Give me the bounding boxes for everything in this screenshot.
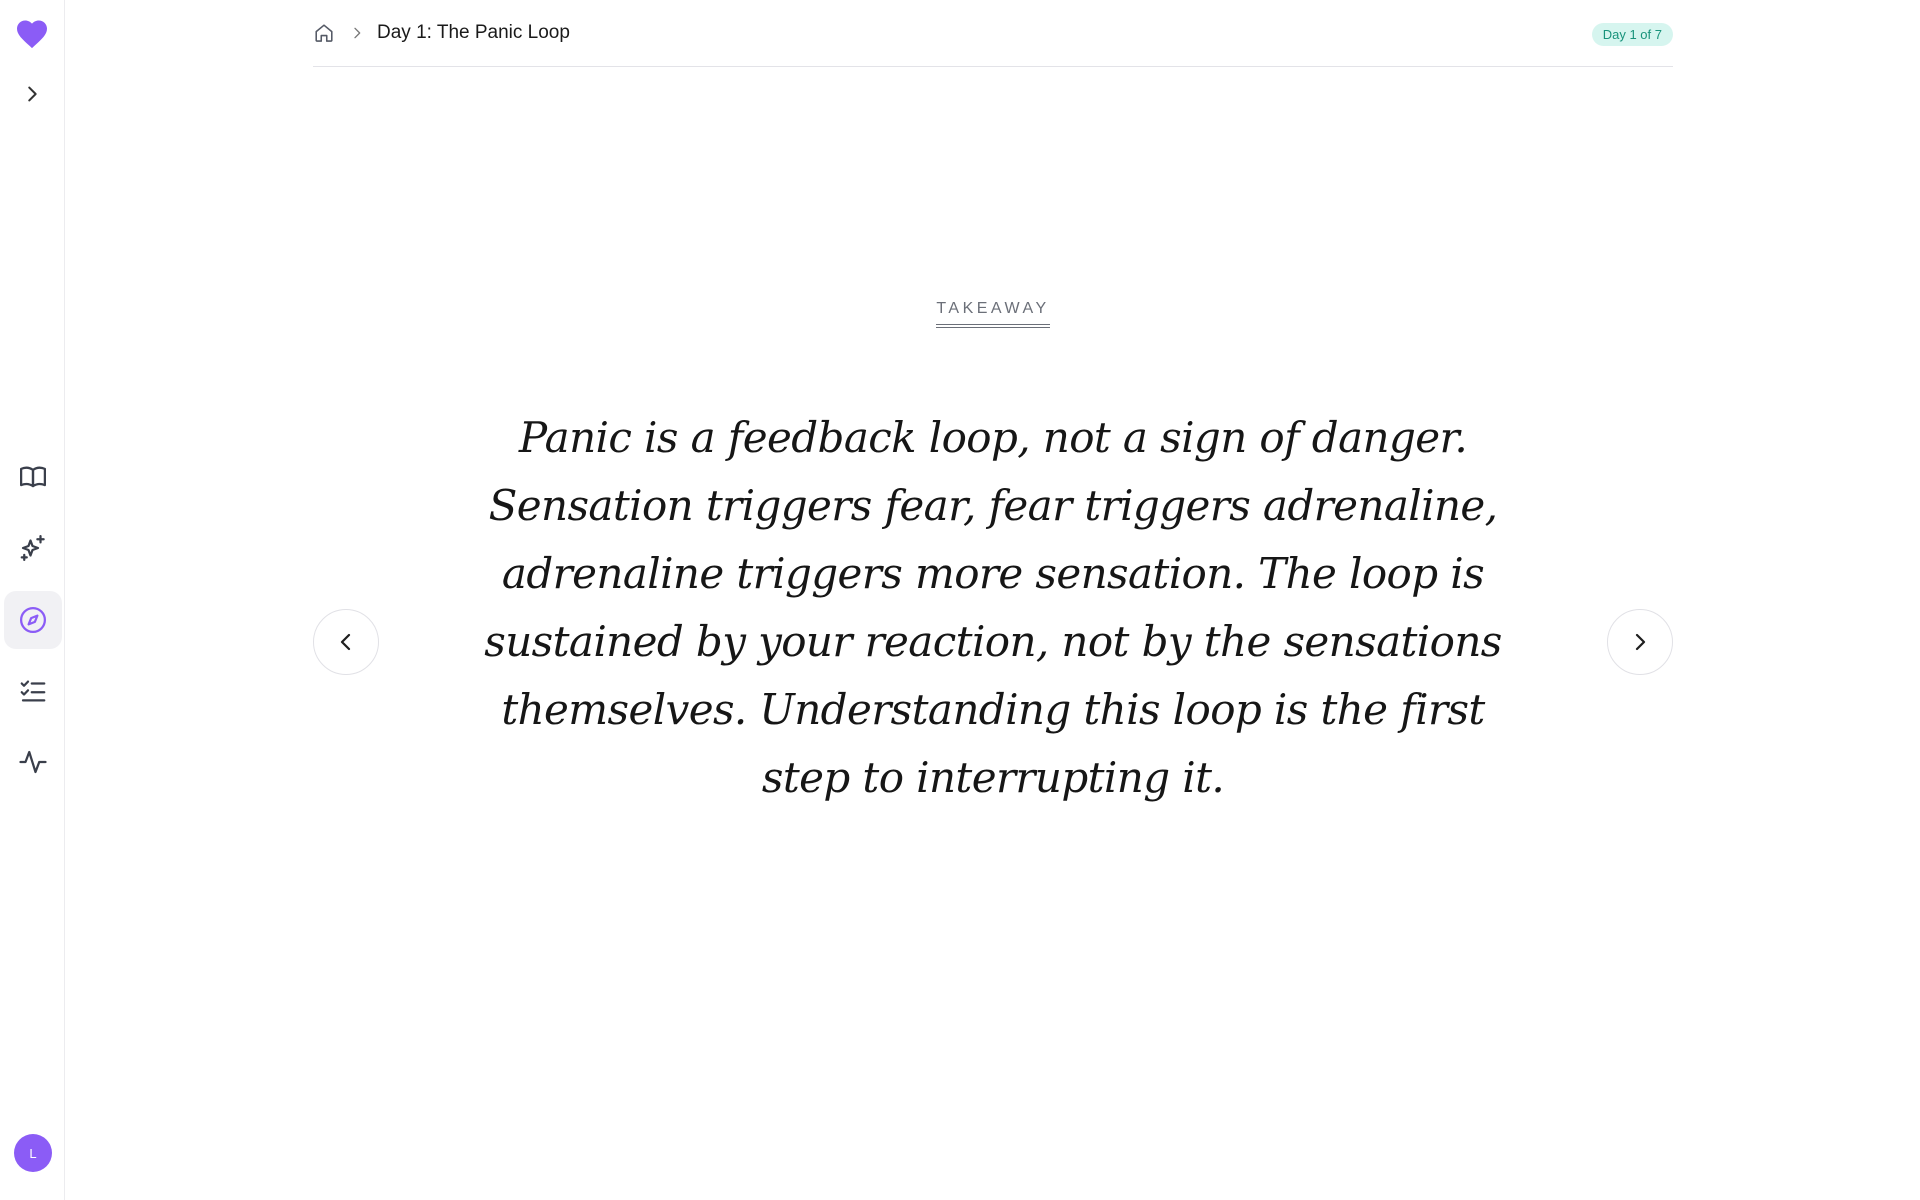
sidebar (0, 0, 65, 1200)
sidebar-item-explore[interactable] (4, 591, 62, 649)
heart-logo-icon[interactable] (14, 16, 50, 52)
pulse-icon (18, 747, 48, 777)
page-title: Day 1: The Panic Loop (377, 22, 570, 43)
previous-button[interactable] (313, 609, 379, 675)
chevron-right-icon (21, 83, 43, 105)
sidebar-item-library[interactable] (4, 448, 62, 506)
breadcrumb (313, 0, 1673, 67)
avatar-initial: L (29, 1145, 37, 1161)
checklist-icon (18, 676, 48, 706)
sidebar-item-activity[interactable] (4, 733, 62, 791)
sidebar-item-ai[interactable] (4, 519, 62, 577)
compass-icon (18, 605, 48, 635)
expand-sidebar-button[interactable] (14, 76, 50, 112)
takeaway-text: Panic is a feedback loop, not a sign of danger. Sensation triggers fear, fear triggers adrenaline, adrenaline triggers more sensation. The loop is sustained by your reaction, not by the sensations themselves. Understanding this loop is the first step to interrupting it. (484, 413, 1502, 802)
chevron-right-icon (349, 25, 365, 41)
section-eyebrow: TAKEAWAY (936, 300, 1049, 328)
avatar[interactable] (14, 1134, 52, 1172)
section-eyebrow-wrap (313, 300, 1673, 328)
chevron-left-icon (334, 630, 358, 654)
book-open-icon (18, 462, 48, 492)
sparkles-icon (18, 533, 48, 563)
next-button[interactable] (1607, 609, 1673, 675)
chevron-right-icon (1628, 630, 1652, 654)
sidebar-item-tasks[interactable] (4, 662, 62, 720)
home-icon[interactable] (313, 22, 335, 44)
day-progress-badge: Day 1 of 7 (1592, 23, 1673, 46)
